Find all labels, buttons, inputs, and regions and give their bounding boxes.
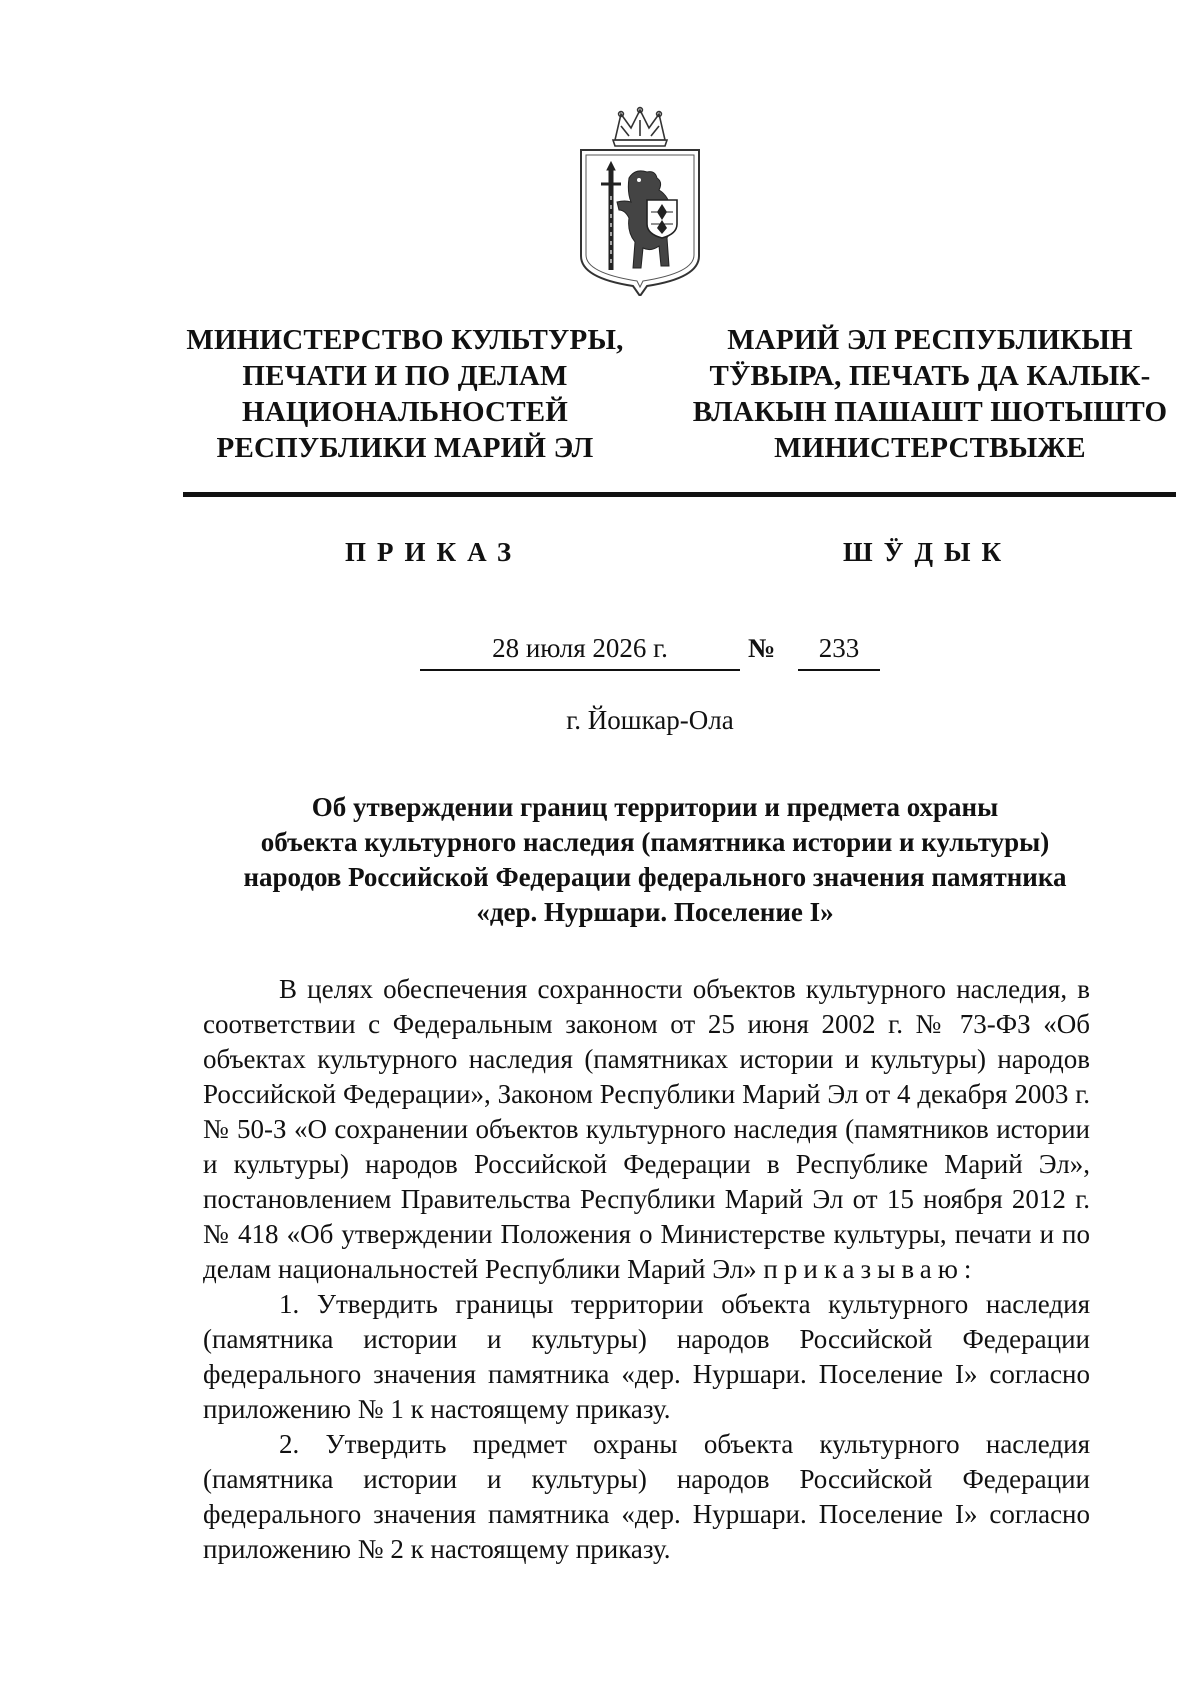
doc-type-russian: ПРИКАЗ (345, 537, 523, 567)
doc-type-mari: ШӰДЫК (843, 537, 1013, 567)
document-body (203, 972, 1090, 1567)
order-date: 28 июля 2026 г. (492, 633, 668, 663)
title-line: объекта культурного наследия (памятника истории и культуры) (260, 827, 1050, 857)
title-line: «дер. Нуршари. Поселение I» (476, 897, 834, 927)
number-underline (798, 669, 880, 671)
order-number: 233 (818, 633, 860, 663)
preamble-text: В целях обеспечения сохранности объектов культурного наследия, в соответствии с Федеральным законом от 25 июня 2002 г. № 73-ФЗ «Об объектах культурного наследия (памятниках истории и культуры) народов Российской Федерации», Законом Республики Марий Эл от 4 декабря 2003 г. № 50-З «О сохранении объектов культурного наследия (памятников истории и культуры) народов Российской Федерации в Республике Марий Эл», постановлением Правительства Республики Марий Эл от 15 ноября 2012 г. № 418 «Об утверждении Положения о Министерстве культуры, печати и по делам национальностей Республики Марий Эл» (203, 974, 1090, 1284)
ministry-name-line: ПЕЧАТИ И ПО ДЕЛАМ (242, 360, 568, 392)
order-item: 1. Утвердить границы территории объекта культурного наследия (памятника истории и культуры) народов Российской Федерации федерального значения памятника «дер. Нуршари. Поселение I» согласно приложению № 1 к настоящему приказу. (203, 1289, 1090, 1424)
crown-icon (613, 108, 667, 146)
title-line: Об утверждении границ территории и предмета охраны (311, 792, 999, 822)
date-underline (420, 669, 740, 671)
document-title (190, 790, 1120, 930)
order-item: 2. Утвердить предмет охраны объекта культурного наследия (памятника истории и культуры) народов Российской Федерации федерального значения памятника «дер. Нуршари. Поселение I» согласно приложению № 2 к настоящему приказу. (203, 1429, 1090, 1564)
order-word: приказываю: (763, 1254, 978, 1284)
ministry-name-line: ТӰВЫРА, ПЕЧАТЬ ДА КАЛЫК- (709, 360, 1151, 392)
header-divider (183, 492, 1176, 497)
ministry-name-line: МИНИСТЕРСТВЫЖЕ (774, 432, 1086, 464)
ministry-name-line: МАРИЙ ЭЛ РЕСПУБЛИКЫН (727, 324, 1133, 356)
title-line: народов Российской Федерации федерального значения памятника (243, 862, 1067, 892)
ornament-shield-icon (647, 200, 677, 238)
ministry-name-russian (170, 322, 640, 466)
coat-of-arms-icon (577, 106, 703, 296)
ministry-name-line: МИНИСТЕРСТВО КУЛЬТУРЫ, (186, 324, 624, 356)
ministry-name-line: ВЛАКЫН ПАШАШТ ШОТЫШТО (692, 396, 1168, 428)
preamble-paragraph (203, 972, 1090, 1287)
sword-icon (601, 162, 621, 270)
number-label: № (748, 633, 776, 663)
city: г. Йошкар-Ола (566, 705, 734, 735)
ministry-name-mari (690, 322, 1170, 466)
ministry-name-line: НАЦИОНАЛЬНОСТЕЙ (241, 396, 569, 428)
ministry-name-line: РЕСПУБЛИКИ МАРИЙ ЭЛ (216, 432, 594, 464)
